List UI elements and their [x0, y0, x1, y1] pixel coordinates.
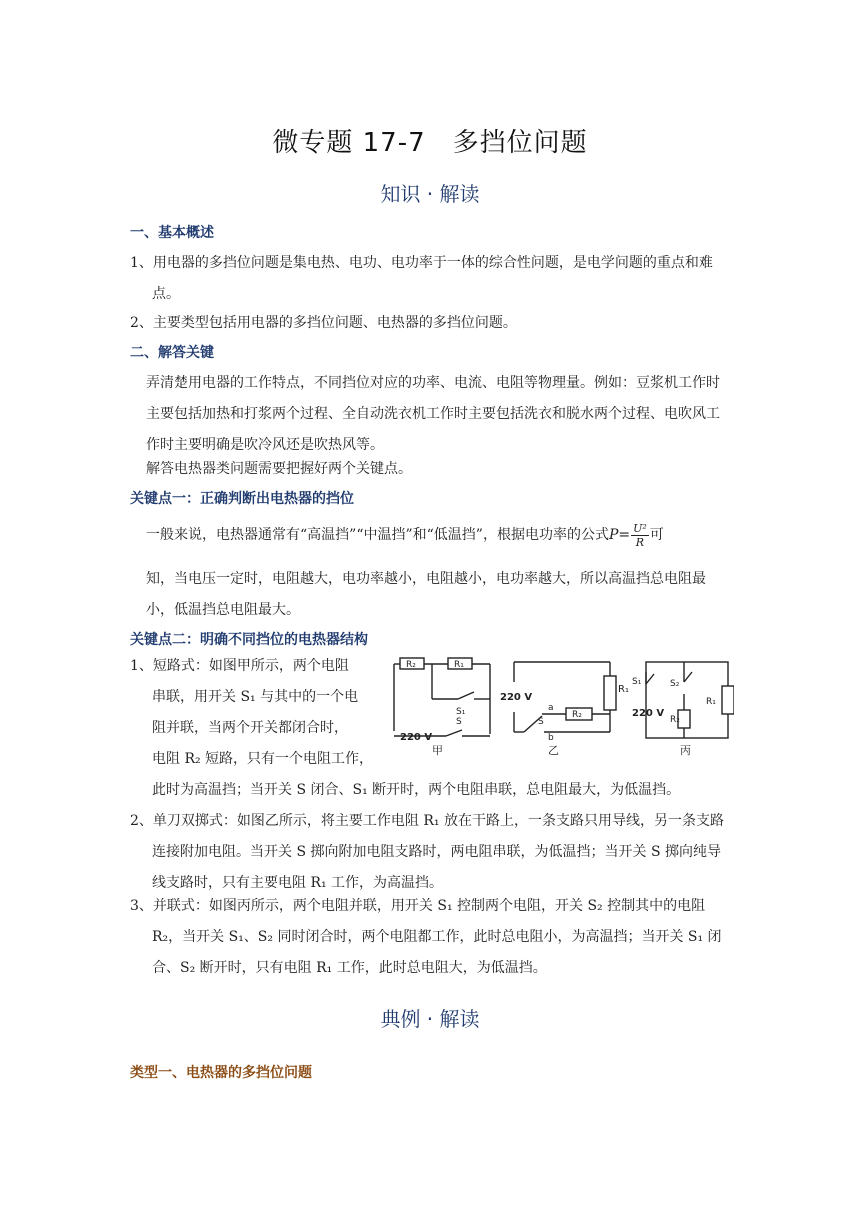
formula-denominator: R [635, 535, 645, 549]
bing-resistor-r1 [722, 686, 734, 714]
bing-caption: 丙 [680, 744, 691, 757]
bing-switch-s1 [646, 674, 654, 684]
power-formula [608, 521, 650, 549]
item1-line-3: 阻并联，当两个开关都闭合时， [152, 720, 348, 736]
point1-paragraph: 知，当电压一定时，电阻越大，电功率越小，电阻越小，电功率越大，所以高温挡总电阻最小，低温挡总电阻最大。 [146, 571, 706, 618]
yi-label-r2: R₂ [572, 710, 582, 720]
jia-label-s1: S₁ [456, 707, 466, 717]
point1-text-a: 一般来说，电热器通常有“高温挡”“中温挡”和“低温挡”，根据电功率的公式 [146, 527, 609, 543]
item2-paragraph: 2、单刀双掷式：如图乙所示，将主要工作电阻 R₁ 放在干路上，一条支路只用导线，另一条支路连接附加电阻。当开关 S 掷向附加电阻支路时，两电阻串联，为低温挡；当开关 S 掷向纯导线支路时，只有主要电阻 R₁ 工作，为高温挡。 [130, 813, 724, 891]
yi-label-voltage: 220 V [500, 692, 533, 703]
page-title: 微专题 17-7 多挡位问题 [272, 128, 588, 158]
basic-item-2: 2、主要类型包括用电器的多挡位问题、电热器的多挡位问题。 [130, 315, 517, 331]
circuit-diagrams [384, 654, 734, 758]
yi-resistor-r1 [604, 676, 616, 710]
heading-basic: 一、基本概述 [130, 225, 214, 241]
item1-lines [130, 651, 380, 775]
jia-caption: 甲 [432, 744, 443, 757]
jia-label-r2: R₂ [406, 660, 416, 670]
jia-switch-s [446, 730, 462, 736]
item3-paragraph: 3、并联式：如图丙所示，两个电阻并联，用开关 S₁ 控制两个电阻，开关 S₂ 控制其中的电阻 R₂，当开关 S₁、S₂ 同时闭合时，两个电阻都工作，此时总电阻小，为高温挡；当开关 S₁ 闭合、S₂ 断开时，只有电阻 R₁ 工作，此时总电阻大，为低温挡。 [130, 898, 722, 976]
item1-line-2: 串联，用开关 S₁ 与其中的一个电 [152, 689, 359, 705]
bing-label-r2: R₂ [670, 715, 680, 725]
item1-line-1: 1、短路式：如图甲所示，两个电阻 [130, 658, 349, 674]
yi-label-a: a [548, 703, 554, 713]
section-examples-heading: 典例 · 解读 [380, 1007, 480, 1031]
formula-lhs: P= [608, 527, 631, 543]
key-paragraph-2: 解答电热器类问题需要把握好两个关键点。 [146, 461, 412, 477]
formula-numerator: U² [633, 521, 647, 535]
key-paragraph-1: 弄清楚用电器的工作特点，不同挡位对应的功率、电流、电阻等物理量。例如：豆浆机工作时主要包括加热和打浆两个过程、全自动洗衣机工作时主要包括洗衣和脱水两个过程、电吹风工作时主要明确是吹冷风还是吹热风等。 [146, 375, 720, 453]
bing-switch-s2 [684, 672, 692, 682]
heading-key: 二、解答关键 [130, 345, 214, 361]
bing-label-s2: S₂ [670, 679, 680, 689]
point1-line [146, 520, 736, 551]
section-knowledge-heading: 知识 · 解读 [380, 182, 480, 206]
yi-label-r1: R₁ [618, 684, 629, 695]
type-1-heading: 类型一、电热器的多挡位问题 [130, 1065, 312, 1081]
heading-point-2: 关键点二：明确不同挡位的电热器结构 [130, 632, 368, 648]
jia-label-r1: R₁ [454, 660, 464, 670]
bing-label-s1: S₁ [632, 677, 642, 687]
yi-label-s: S [538, 717, 544, 727]
yi-caption: 乙 [548, 744, 559, 757]
item1-line-4: 电阻 R₂ 短路，只有一个电阻工作， [152, 751, 374, 767]
jia-label-voltage: 220 V [400, 732, 433, 743]
jia-label-s: S [456, 717, 462, 727]
basic-item-1: 1、用电器的多挡位问题是集电热、电功、电功率于一体的综合性问题，是电学问题的重点和难点。 [130, 255, 713, 302]
bing-label-r1: R₁ [706, 697, 716, 707]
point1-text-b: 可 [649, 527, 664, 543]
jia-switch-s1 [458, 692, 474, 699]
yi-label-b: b [548, 733, 554, 743]
bing-label-voltage: 220 V [632, 708, 665, 719]
item1-tail: 此时为高温挡；当开关 S 闭合、S₁ 断开时，两个电阻串联，总电阻最大，为低温挡。 [152, 782, 681, 798]
heading-point-1: 关键点一：正确判断出电热器的挡位 [130, 491, 354, 507]
